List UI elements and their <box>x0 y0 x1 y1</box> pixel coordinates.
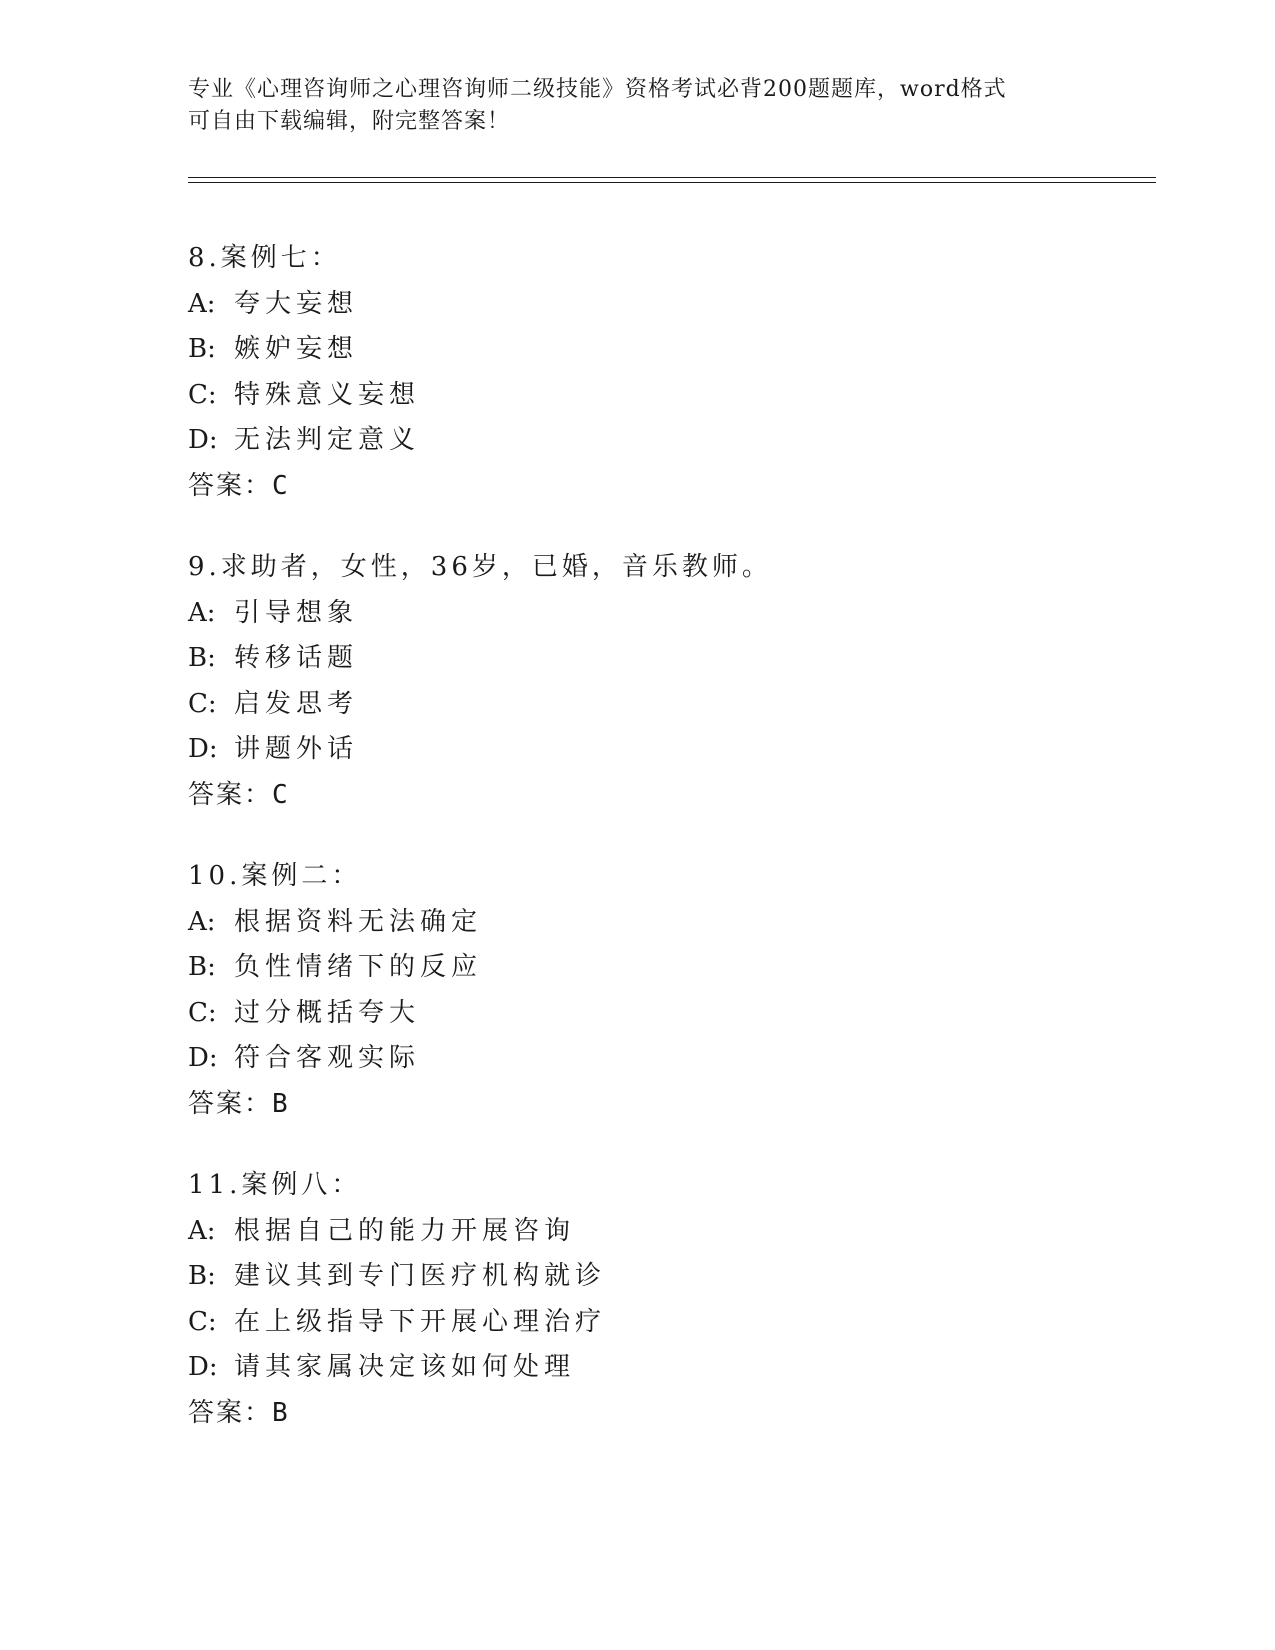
question-11 <box>188 1163 1148 1436</box>
question-title: 10.案例二： <box>188 861 362 891</box>
option-letter: C: <box>188 379 217 410</box>
option-c <box>188 682 1148 728</box>
option-c <box>188 991 1148 1037</box>
option-text: 无法判定意义 <box>234 425 421 455</box>
option-c <box>188 373 1148 419</box>
answer-line: 答案：B <box>188 1088 290 1119</box>
option-letter: B: <box>188 334 216 364</box>
option-d <box>188 1345 1148 1391</box>
option-text: 符合客观实际 <box>234 1043 421 1073</box>
option-b <box>188 636 1148 682</box>
answer-line: 答案：C <box>188 779 290 810</box>
option-letter: B: <box>188 643 216 673</box>
option-letter: D: <box>188 1352 218 1382</box>
option-b <box>188 327 1148 373</box>
question-title: 9.求助者，女性，36岁，已婚，音乐教师。 <box>188 552 772 582</box>
option-letter: C: <box>188 997 217 1028</box>
option-text: 嫉妒妄想 <box>234 334 359 364</box>
option-a <box>188 900 1148 946</box>
option-text: 夸大妄想 <box>234 288 359 319</box>
option-c <box>188 1300 1148 1346</box>
option-text: 引导想象 <box>234 597 359 628</box>
option-text: 转移话题 <box>234 643 359 673</box>
option-b <box>188 1254 1148 1300</box>
option-letter: C: <box>188 688 217 719</box>
option-text: 特殊意义妄想 <box>234 379 421 410</box>
option-d <box>188 1036 1148 1082</box>
option-text: 负性情绪下的反应 <box>234 952 483 982</box>
question-title: 11.案例八： <box>188 1170 362 1200</box>
option-a <box>188 282 1148 328</box>
option-letter: D: <box>188 1043 218 1073</box>
option-letter: D: <box>188 425 218 455</box>
question-10 <box>188 854 1148 1127</box>
answer-line: 答案：B <box>188 1397 290 1428</box>
option-a <box>188 591 1148 637</box>
option-a <box>188 1209 1148 1255</box>
option-text: 启发思考 <box>234 688 359 719</box>
option-text: 根据资料无法确定 <box>234 906 483 937</box>
option-text: 在上级指导下开展心理治疗 <box>234 1306 607 1337</box>
option-letter: B: <box>188 952 216 982</box>
header-divider-top <box>188 177 1156 178</box>
option-text: 请其家属决定该如何处理 <box>234 1352 576 1382</box>
option-letter: A: <box>188 597 216 628</box>
option-letter: C: <box>188 1306 217 1337</box>
document-header <box>188 74 1068 138</box>
option-b <box>188 945 1148 991</box>
answer-line: 答案：C <box>188 470 290 501</box>
question-8 <box>188 236 1148 509</box>
option-letter: B: <box>188 1261 216 1291</box>
option-letter: A: <box>188 288 216 319</box>
question-list <box>188 236 1148 1472</box>
option-letter: A: <box>188 906 216 937</box>
question-title: 8.案例七： <box>188 243 341 273</box>
option-text: 建议其到专门医疗机构就诊 <box>234 1261 607 1291</box>
option-d <box>188 418 1148 464</box>
option-text: 根据自己的能力开展咨询 <box>234 1215 576 1246</box>
question-9 <box>188 545 1148 818</box>
option-letter: D: <box>188 734 218 764</box>
header-divider-bottom <box>188 182 1156 183</box>
option-letter: A: <box>188 1215 216 1246</box>
option-d <box>188 727 1148 773</box>
header-line-2: 可自由下载编辑，附完整答案！ <box>188 109 511 134</box>
option-text: 过分概括夸大 <box>234 997 421 1028</box>
option-text: 讲题外话 <box>234 734 359 764</box>
header-line-1: 专业《心理咨询师之心理咨询师二级技能》资格考试必背200题题库，word格式 <box>188 77 1007 102</box>
